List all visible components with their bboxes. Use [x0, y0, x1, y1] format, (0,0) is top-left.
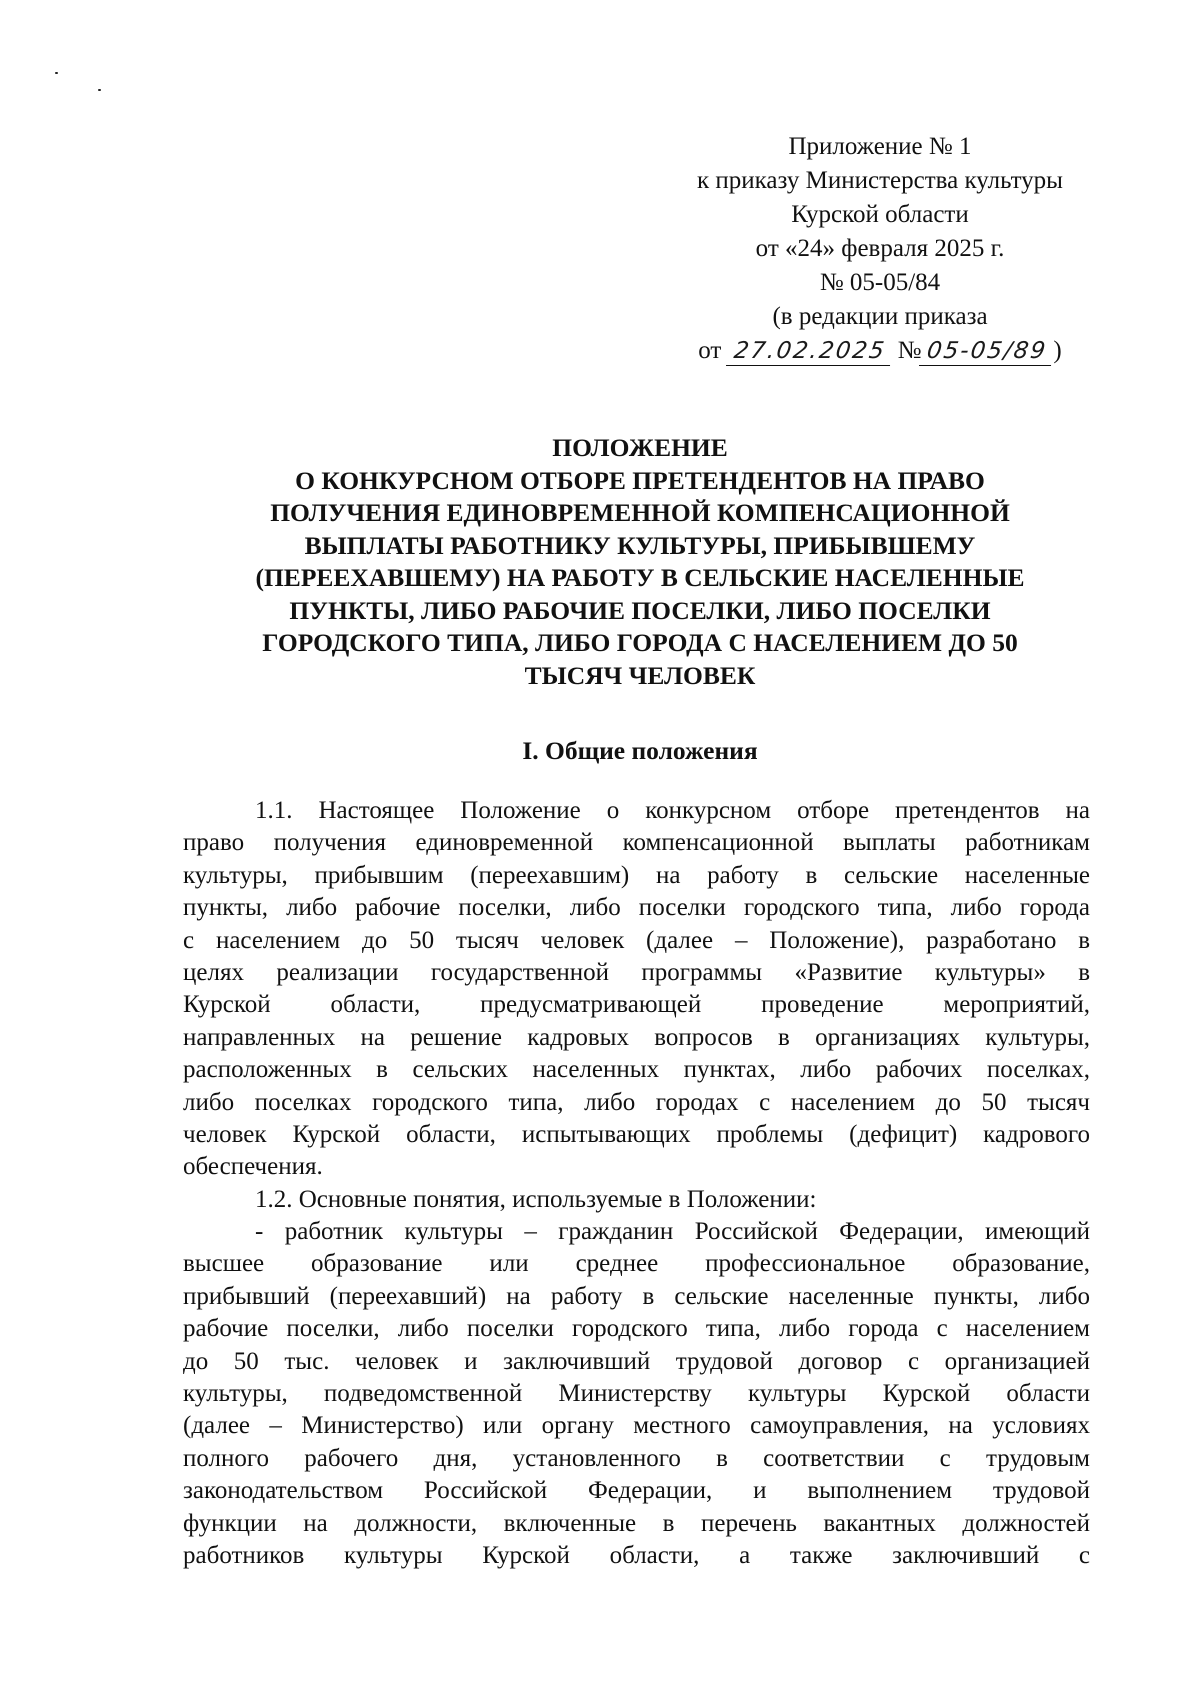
- title-line: ПУНКТЫ, ЛИБО РАБОЧИЕ ПОСЕЛКИ, ЛИБО ПОСЕЛКИ: [289, 595, 991, 625]
- body-line: 1.1. Настоящее Положение о конкурсном отборе претендентов на: [255, 797, 1090, 824]
- section-heading: I. Общие положения: [522, 736, 758, 765]
- body-line: культуры, подведомственной Министерству культуры Курской области: [183, 1380, 1090, 1408]
- appendix-label: Приложение № 1: [788, 133, 972, 160]
- approval-header: [660, 130, 1100, 368]
- scan-speck: [98, 89, 101, 91]
- body-line: (далее – Министерство) или органу местного самоуправления, на условиях: [183, 1412, 1090, 1440]
- revision-note: (в редакции приказа: [772, 303, 988, 330]
- title-line: ГОРОДСКОГО ТИПА, ЛИБО ГОРОДА С НАСЕЛЕНИЕМ ДО 50: [262, 628, 1018, 657]
- body-line: либо поселках городского типа, либо городах с населением до 50 тысяч: [183, 1088, 1090, 1116]
- title-line: ТЫСЯЧ ЧЕЛОВЕК: [524, 660, 756, 690]
- revision-from-label: от: [698, 337, 722, 364]
- document-body: [183, 795, 1090, 1572]
- body-line: право получения единовременной компенсационной выплаты работникам: [183, 829, 1090, 857]
- body-line: 1.2. Основные понятия, используемые в Положении:: [255, 1185, 817, 1213]
- scan-speck: [55, 72, 58, 74]
- body-line: целях реализации государственной программы «Развитие культуры» в: [183, 958, 1090, 986]
- title-line: ПОЛУЧЕНИЯ ЕДИНОВРЕМЕННОЙ КОМПЕНСАЦИОННОЙ: [270, 498, 1010, 527]
- order-date: от «24» февраля 2025 г.: [755, 235, 1005, 262]
- title-line: ПОЛОЖЕНИЕ: [552, 433, 728, 462]
- body-line: - работник культуры – гражданин Российской Федерации, имеющий: [255, 1218, 1090, 1246]
- body-line: законодательством Российской Федерации, и выполнением трудовой: [183, 1477, 1090, 1505]
- body-line: направленных на решение кадровых вопросов в организациях культуры,: [183, 1023, 1090, 1051]
- body-line: работников культуры Курской области, а также заключивший с: [183, 1541, 1090, 1569]
- body-line: до 50 тыс. человек и заключивший трудовой договор с организацией: [183, 1347, 1090, 1375]
- revision-details: [660, 334, 1100, 368]
- order-number: № 05-05/84: [819, 269, 941, 296]
- body-line: обеспечения.: [183, 1153, 323, 1181]
- region-name: Курской области: [791, 201, 969, 228]
- body-line: человек Курской области, испытывающих проблемы (дефицит) кадрового: [183, 1120, 1090, 1148]
- revision-close: ): [1053, 337, 1062, 364]
- body-line: с населением до 50 тысяч человек (далее – Положение), разработано в: [183, 926, 1090, 954]
- title-line: О КОНКУРСНОМ ОТБОРЕ ПРЕТЕНДЕНТОВ НА ПРАВО: [295, 465, 985, 495]
- handwritten-revision-number: 05-05/89: [919, 337, 1055, 366]
- revision-number-label: №: [897, 337, 922, 364]
- body-line: полного рабочего дня, установленного в соответствии с трудовым: [183, 1444, 1090, 1472]
- document-title: [150, 432, 1130, 692]
- body-line: пункты, либо рабочие поселки, либо поселки городского типа, либо города: [183, 894, 1090, 922]
- body-line: функции на должности, включенные в перечень вакантных должностей: [183, 1509, 1090, 1537]
- body-line: Курской области, предусматривающей проведение мероприятий,: [183, 991, 1090, 1019]
- order-reference: к приказу Министерства культуры: [697, 167, 1063, 194]
- title-line: (ПЕРЕЕХАВШЕМУ) НА РАБОТУ В СЕЛЬСКИЕ НАСЕЛЕННЫЕ: [255, 563, 1025, 592]
- body-line: расположенных в сельских населенных пунктах, либо рабочих поселках,: [183, 1056, 1090, 1084]
- title-line: ВЫПЛАТЫ РАБОТНИКУ КУЛЬТУРЫ, ПРИБЫВШЕМУ: [304, 530, 976, 560]
- body-line: прибывший (переехавший) на работу в сельские населенные пункты, либо: [183, 1282, 1090, 1310]
- handwritten-revision-date: 27.02.2025: [726, 337, 894, 366]
- body-line: культуры, прибывшим (переехавшим) на работу в сельские населенные: [183, 861, 1090, 889]
- body-line: высшее образование или среднее профессиональное образование,: [183, 1250, 1090, 1278]
- body-line: рабочие поселки, либо поселки городского типа, либо города с населением: [183, 1315, 1090, 1343]
